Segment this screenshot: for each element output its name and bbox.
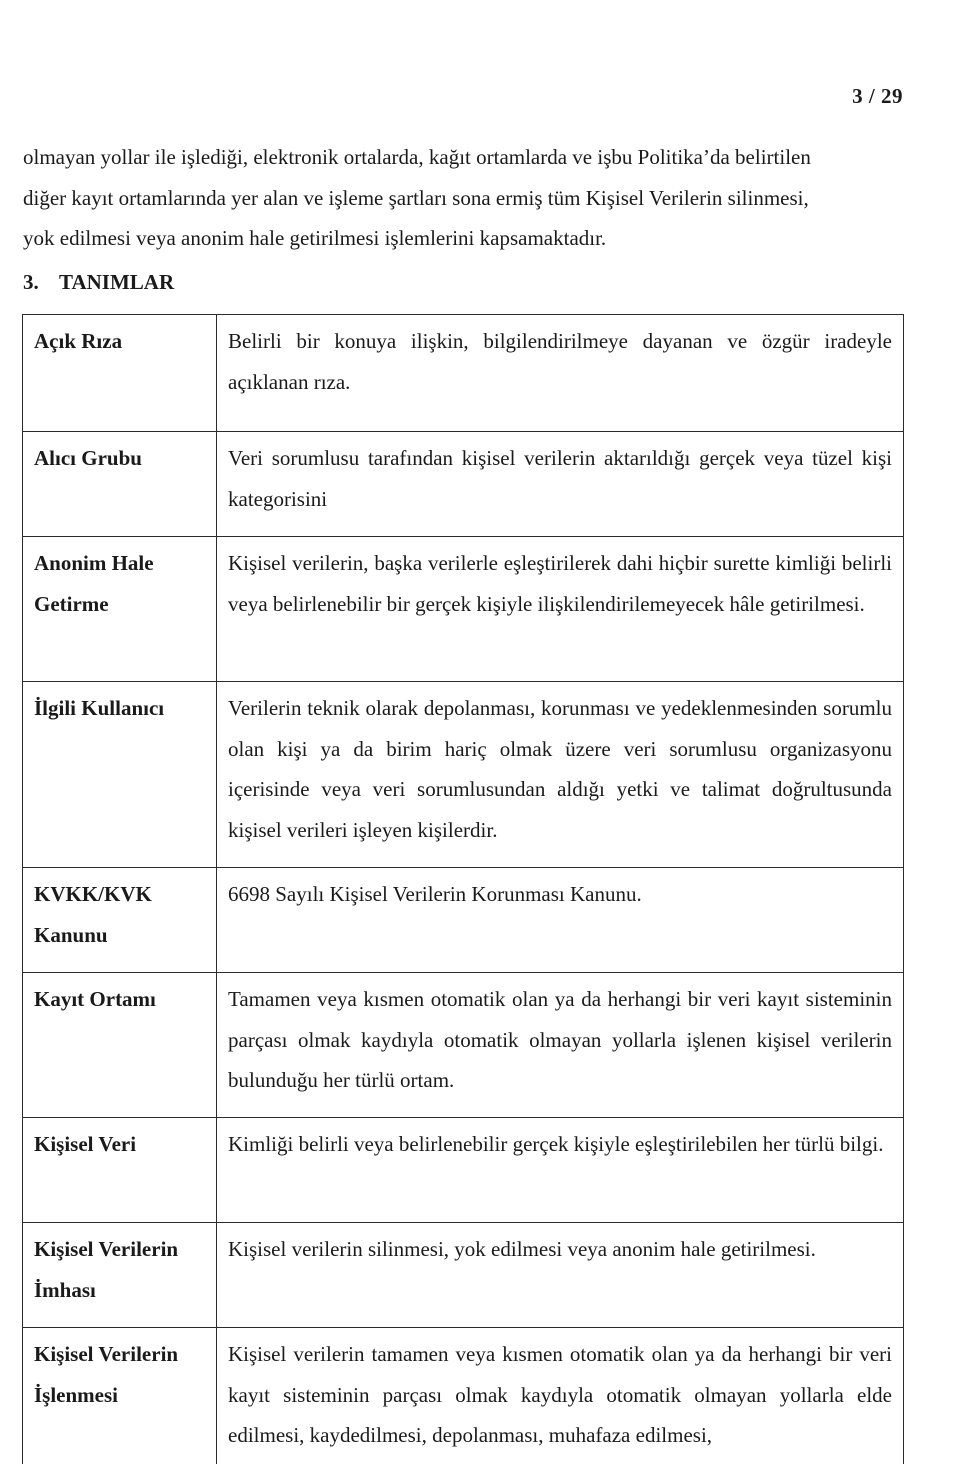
term-cell: İlgili Kullanıcı: [23, 682, 217, 868]
table-row: [23, 682, 904, 868]
definition-cell: Verilerin teknik olarak depolanması, korunması ve yedeklenmesinden sorumlu olan kişi ya da birim hariç olmak üzere veri sorumlusu organizasyonu içerisinde veya veri sorumlusundan aldığı yetki ve talimat doğrultusunda kişisel verileri işleyen kişilerdir.: [217, 682, 904, 868]
intro-line: olmayan yollar ile işlediği, elektronik ortalarda, kağıt ortamlarda ve işbu Politika’da belirtilen: [23, 145, 811, 169]
table-row: [23, 537, 904, 682]
intro-line: diğer kayıt ortamlarında yer alan ve işleme şartları sona ermiş tüm Kişisel Verilerin silinmesi,: [23, 185, 809, 210]
section-heading: [23, 270, 174, 295]
table-row: [23, 432, 904, 537]
page-number: 3 / 29: [852, 84, 903, 108]
term-cell: Kişisel Veri: [23, 1118, 217, 1223]
table-row: [23, 1118, 904, 1223]
table-row: [23, 868, 904, 973]
definition-cell: 6698 Sayılı Kişisel Verilerin Korunması Kanunu.: [217, 868, 904, 973]
definitions-table: [22, 314, 904, 1464]
term-cell: Açık Rıza: [23, 315, 217, 432]
intro-paragraph: [23, 137, 905, 259]
table-row: [23, 1223, 904, 1328]
term-cell: KVKK/KVK Kanunu: [23, 868, 217, 973]
term-cell: Kişisel Verilerin İmhası: [23, 1223, 217, 1328]
definition-cell: Kişisel verilerin, başka verilerle eşleştirilerek dahi hiçbir surette kimliği belirli veya belirlenebilir bir gerçek kişiyle ilişkilendirilemeyecek hâle getirilmesi.: [217, 537, 904, 682]
table-row: [23, 315, 904, 432]
section-number: 3.: [23, 270, 39, 294]
definition-cell: Tamamen veya kısmen otomatik olan ya da herhangi bir veri kayıt sisteminin parçası olmak kaydıyla otomatik olmayan yollarla işlenen kişisel verilerin bulunduğu her türlü ortam.: [217, 973, 904, 1118]
definition-cell: Veri sorumlusu tarafından kişisel verilerin aktarıldığı gerçek veya tüzel kişi kategorisini: [217, 432, 904, 537]
table-row: [23, 1328, 904, 1464]
definition-cell: Belirli bir konuya ilişkin, bilgilendirilmeye dayanan ve özgür iradeyle açıklanan rıza.: [217, 315, 904, 432]
table-row: [23, 973, 904, 1118]
definition-cell: Kişisel verilerin silinmesi, yok edilmesi veya anonim hale getirilmesi.: [217, 1223, 904, 1328]
term-cell: Alıcı Grubu: [23, 432, 217, 537]
term-cell: Anonim Hale Getirme: [23, 537, 217, 682]
term-cell: Kayıt Ortamı: [23, 973, 217, 1118]
definition-cell: Kişisel verilerin tamamen veya kısmen otomatik olan ya da herhangi bir veri kayıt sisteminin parçası olmak kaydıyla otomatik olmayan yollarla elde edilmesi, kaydedilmesi, depolanması, muhafaza edilmesi,: [217, 1328, 904, 1464]
term-cell: Kişisel Verilerin İşlenmesi: [23, 1328, 217, 1464]
definition-cell: Kimliği belirli veya belirlenebilir gerçek kişiyle eşleştirilebilen her türlü bilgi.: [217, 1118, 904, 1223]
intro-line: yok edilmesi veya anonim hale getirilmesi işlemlerini kapsamaktadır.: [23, 226, 607, 250]
section-title: TANIMLAR: [59, 270, 175, 294]
